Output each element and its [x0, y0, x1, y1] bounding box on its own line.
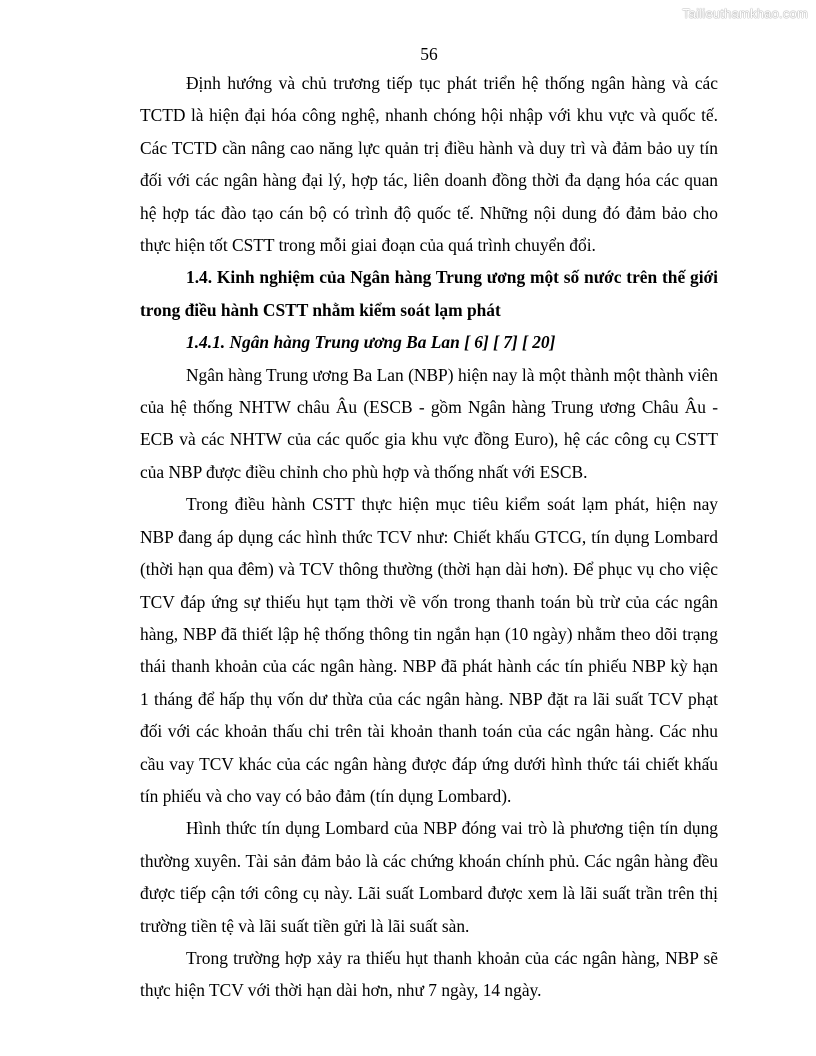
intro-paragraph: Định hướng và chủ trương tiếp tục phát triển hệ thống ngân hàng và các TCTD là hiện đại hóa công nghệ, nhanh chóng hội nhập với khu vực và quốc tế. Các TCTD cần nâng cao năng lực quản trị điều hành và duy trì và đảm bảo uy tín đối với các ngân hàng đại lý, hợp tác, liên doanh đồng thời đa dạng hóa các quan hệ hợp tác đào tạo cán bộ có trình độ quốc tế. Những nội dung đó đảm bảo cho thực hiện tốt CSTT trong mỗi giai đoạn của quá trình chuyển đổi. [140, 73, 718, 256]
body-paragraph: Trong trường hợp xảy ra thiếu hụt thanh khoản của các ngân hàng, NBP sẽ thực hiện TCV với thời hạn dài hơn, như 7 ngày, 14 ngày. [140, 947, 718, 1001]
subsection-heading: 1.4.1. Ngân hàng Trung ương Ba Lan [ 6] [ 7] [ 20] [186, 332, 556, 353]
watermark: Tailieuthamkhao.com [682, 6, 808, 21]
body-paragraph: Trong điều hành CSTT thực hiện mục tiêu kiểm soát lạm phát, hiện nay NBP đang áp dụng các hình thức TCV như: Chiết khấu GTCG, tín dụng Lombard (thời hạn qua đêm) và TCV thông thường (thời hạn dài hơn). Để phục vụ cho việc TCV đáp ứng sự thiếu hụt tạm thời về vốn trong thanh toán bù trừ của các ngân hàng, NBP đã thiết lập hệ thống thông tin ngắn hạn (10 ngày) nhằm theo dõi trạng thái thanh khoản của các ngân hàng. NBP đã phát hành các tín phiếu NBP kỳ hạn 1 tháng để hấp thụ vốn dư thừa của các ngân hàng. NBP đặt ra lãi suất TCV phạt đối với các khoản thấu chi trên tài khoản thanh toán của các ngân hàng. Các nhu cầu vay TCV khác của các ngân hàng được đáp ứng dưới hình thức tái chiết khấu tín phiếu và cho vay có bảo đảm (tín dụng Lombard). [140, 494, 718, 806]
document-page [140, 42, 718, 1007]
section-heading: 1.4. Kinh nghiệm của Ngân hàng Trung ương một số nước trên thế giới trong điều hành CSTT nhằm kiểm soát lạm phát [140, 267, 718, 320]
page-number: 56 [420, 44, 438, 64]
body-paragraph: Ngân hàng Trung ương Ba Lan (NBP) hiện nay là một thành một thành viên của hệ thống NHTW châu Âu (ESCB - gồm Ngân hàng Trung ương Châu Âu - ECB và các NHTW của các quốc gia khu vực đồng Euro), hệ các công cụ CSTT của NBP được điều chỉnh cho phù hợp và thống nhất với ESCB. [140, 364, 718, 482]
body-paragraph: Hình thức tín dụng Lombard của NBP đóng vai trò là phương tiện tín dụng thường xuyên. Tài sản đảm bảo là các chứng khoán chính phủ. Các ngân hàng đều được tiếp cận tới công cụ này. Lãi suất Lombard được xem là lãi suất trần trên thị trường tiền tệ và lãi suất tiền gửi là lãi suất sàn. [140, 818, 718, 936]
